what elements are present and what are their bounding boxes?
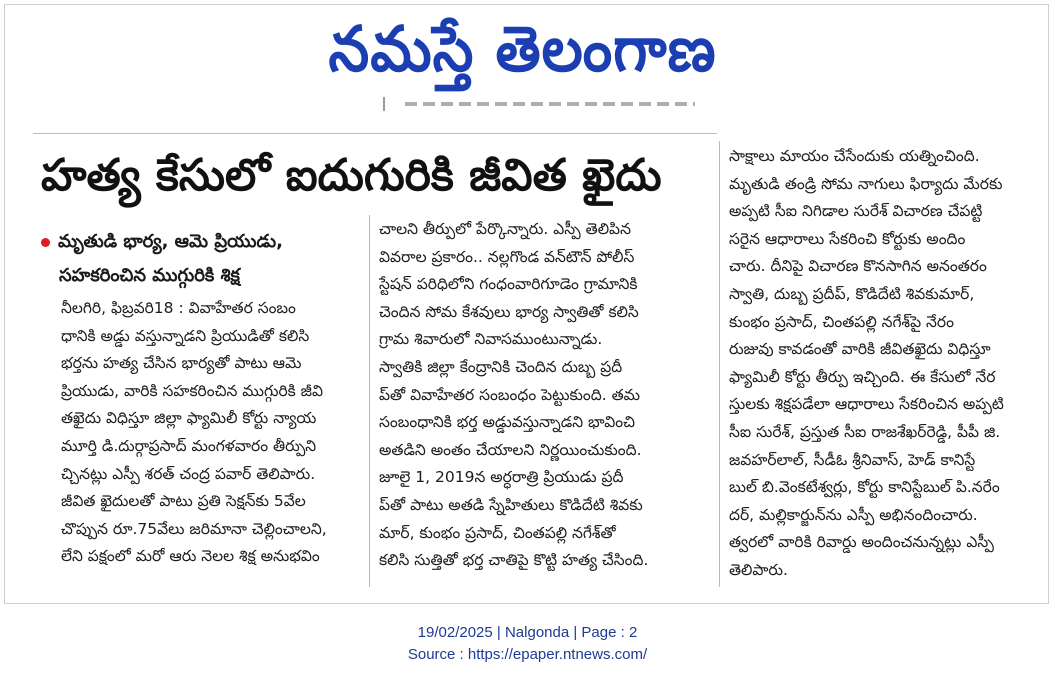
bullet-icon (41, 238, 50, 247)
subhead-line-2: సహకరించిన ముగ్గురికి శిక్ష (59, 265, 240, 286)
article-line: నీలగిరి, ఫిబ్రవరి18 : వివాహేతర సంబం (61, 299, 296, 317)
article-line: భర్తను హత్య చేసిన భార్యతో పాటు ఆమె (61, 354, 302, 373)
article-line: అతడిని అంతం చేయాలని నిర్ణయించుకుంది. (379, 440, 642, 459)
article-line: ఫ్యామిలీ కోర్టు తీర్పు ఇచ్చింది. ఈ కేసులో నేర (729, 367, 996, 386)
article-line: చారు. దీనిపై విచారణ కొనసాగిన అనంతరం (729, 257, 987, 276)
article-line: చాలని తీర్పులో పేర్కొన్నారు. ఎస్పీ తెలిపిన (379, 220, 631, 238)
article-column-3 (729, 143, 1049, 585)
article-line: చొప్పున రూ.75వేలు జరిమానా చెల్లించాలని, (61, 519, 327, 538)
article-line: తఖైదు విధిస్తూ జిల్లా ఫ్యామిలీ కోర్టు న్యాయ (61, 409, 317, 428)
article-line: స్వాతి, దుబ్బ ప్రదీప్, కొడిదేటి శివకుమార్, (729, 284, 975, 303)
article-line: సాక్షాలు మాయం చేసేందుకు యత్నించింది. (729, 147, 980, 165)
article-line: స్తులకు శిక్షపడేలా ఆధారాలు సేకరించిన అప్పటి (729, 395, 1004, 414)
article-line: స్వాతికి జిల్లా కేంద్రానికి చెందిన దుబ్బ ప్రదీ (379, 357, 623, 376)
article-line: మృతుడి తండ్రి సోమ నాగులు ఫిర్యాదు మేరకు (729, 174, 1003, 193)
article-line: కుంభం ప్రసాద్, చింతపల్లి నగేశ్‌పై నేరం (729, 312, 954, 331)
article-line: ప్‌తో వివాహేతర సంబంధం పెట్టుకుంది. తమ (379, 385, 641, 404)
article-line: చెందిన సోమ కేశవులు భార్య స్వాతితో కలిసి (379, 302, 639, 321)
footer-date-edition: 19/02/2025 | Nalgonda | Page : 2 (417, 624, 638, 641)
article-line: మార్, కుంభం ప్రసాద్, చింతపల్లి నగేశ్‌తో (379, 523, 616, 542)
article-line: లేని పక్షంలో మరో ఆరు నెలల శిక్ష అనుభవిం (61, 547, 320, 566)
masthead (5, 9, 1050, 89)
article-column-2 (379, 216, 709, 575)
article-line: ప్‌తో పాటు అతడి స్నేహితులు కొడిదేటి శివకు (379, 495, 643, 514)
masthead-title: నమస్తే తెలంగాణ (328, 12, 717, 86)
article-line: రుజువు కావడంతో వారికి జీవితఖైదు విధిస్తూ (729, 340, 991, 359)
footer (0, 622, 1055, 666)
article-line: త్వరలో వారికి రివార్డు అందించనున్నట్లు ఎస్పీ (729, 533, 994, 552)
article-line: గ్రామ శివారులో నివాసముంటున్నాడు. (379, 330, 603, 349)
article-line: దర్, మల్లికార్జున్‌ను ఎస్పీ అభినందించారు. (729, 505, 978, 524)
article-line: మూర్తి డి.దుర్గాప్రసాద్ మంగళవారం తీర్పుని (61, 436, 317, 455)
article-line: వివరాల ప్రకారం.. నల్లగొండ వన్‌టౌన్ పోలీస్ (379, 247, 635, 266)
article-line: సరైన ఆధారాలు సేకరించి కోర్టుకు అందిం (729, 229, 966, 248)
article-line: కలిసి సుత్తితో భర్త చాతిపై కొట్టి హత్య చేసింది. (379, 551, 649, 570)
article-line: తెలిపారు. (729, 560, 788, 579)
article-line: ప్రియుడు, వారికి సహకరించిన ముగ్గురికి జీవి (61, 381, 324, 400)
article-column-1 (61, 295, 371, 571)
footer-source: Source : https://epaper.ntnews.com/ (407, 646, 648, 663)
article-line: అప్పటి సీఐ నిగిడాల సురేశ్ విచారణ చేపట్టి (729, 202, 983, 221)
article-line: జవహర్‌లాల్, సీడీఓ శ్రీనివాస్, హెడ్ కానిస్టే (729, 450, 976, 469)
article-line: చ్చినట్లు ఎస్పీ శరత్ చంద్ర పవార్ తెలిపారు. (61, 464, 316, 483)
article-line: సంబంధానికి భర్త అడ్డువస్తున్నాడని భావించి (379, 413, 635, 432)
article-line: ధానికి అడ్డు వస్తున్నాడని ప్రియుడితో కలిసి (61, 326, 310, 345)
headline-rule (33, 133, 717, 134)
article-line: జూలై 1, 2019న అర్ధరాత్రి ప్రియుడు ప్రదీ (379, 468, 624, 487)
article-line: బుల్ బి.వెంకటేశ్వర్లు, కోర్టు కానిస్టేబుల్ పి.నరేం (729, 478, 1000, 497)
subhead-line-1: మృతుడి భార్య, ఆమె ప్రియుడు, (41, 225, 371, 259)
dateline-strip (383, 97, 715, 111)
headline: హత్య కేసులో ఐదుగురికి జీవిత ఖైదు (41, 150, 662, 201)
epaper-clipping (4, 4, 1049, 604)
subhead (41, 225, 371, 293)
column-divider-2 (719, 141, 720, 587)
article-line: సీఐ సురేశ్, ప్రస్తుత సీఐ రాజశేఖర్‌రెడ్డి, పీపీ జి. (729, 422, 1001, 441)
article-line: స్టేషన్ పరిధిలోని గంధంవారిగూడెం గ్రామానికి (379, 275, 638, 294)
article-line: జీవిత ఖైదులతో పాటు ప్రతి సెక్షన్‌కు 5వేల (61, 492, 306, 511)
